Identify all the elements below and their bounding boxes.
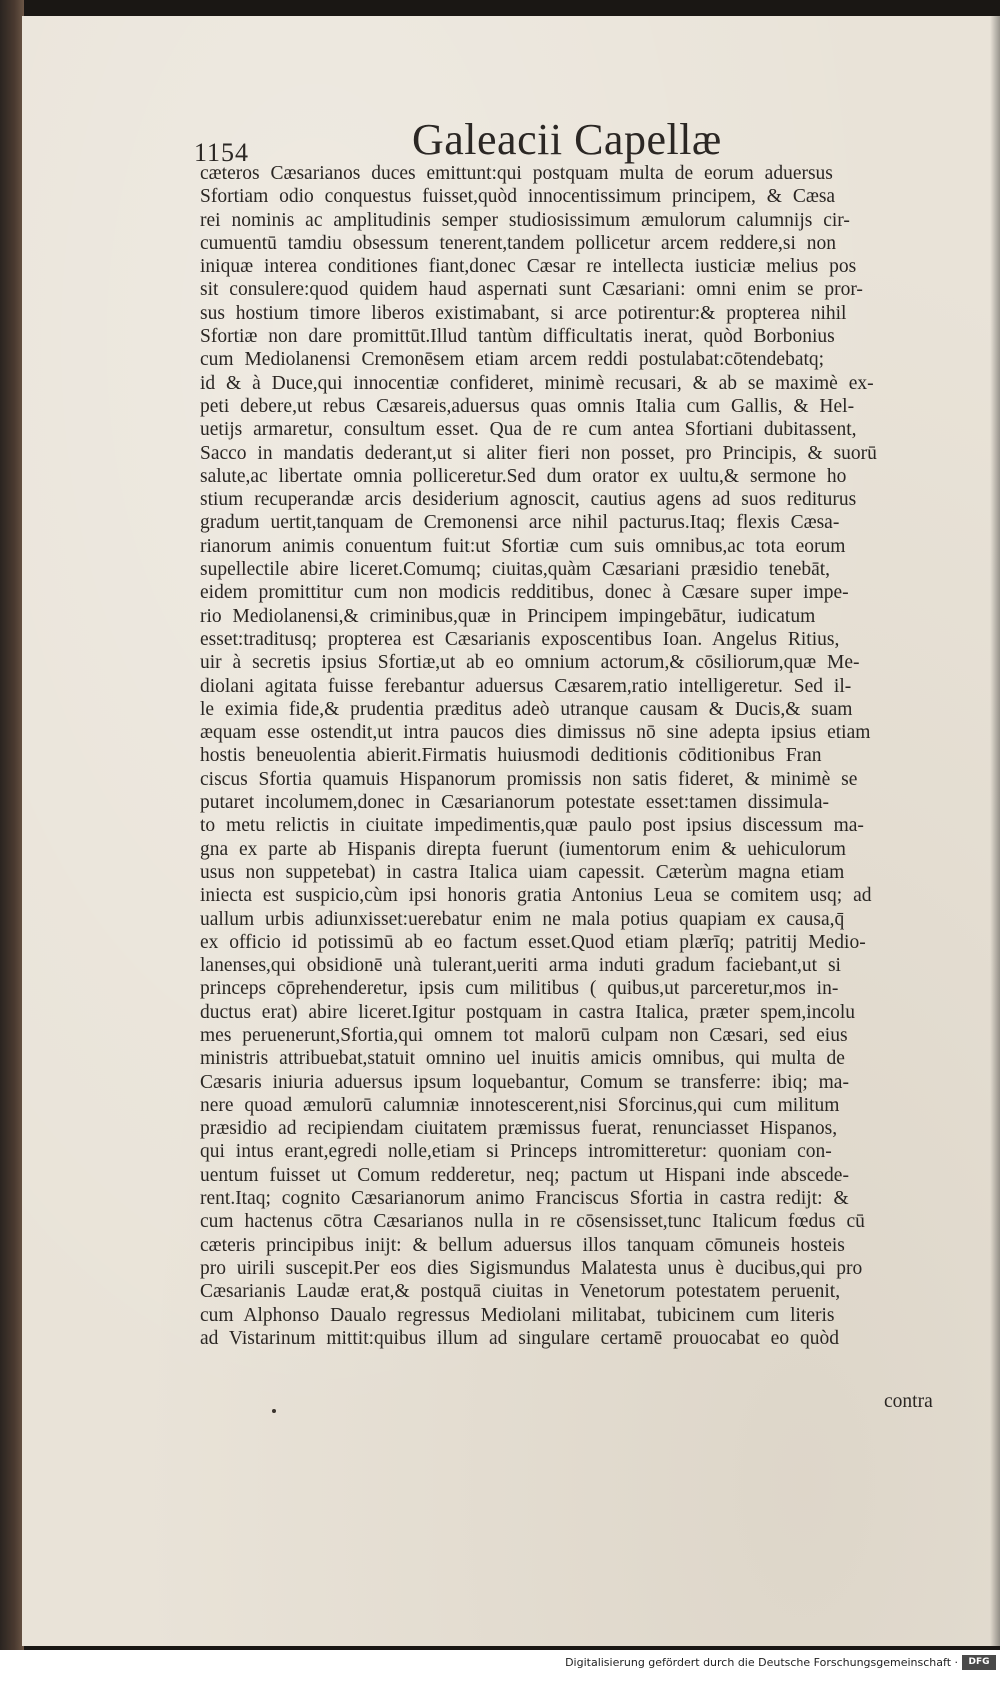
text-line: ciscus Sfortia quamuis Hispanorum promissis non satis fideret, & minimè se	[200, 768, 858, 790]
text-line: princeps cōprehenderetur, ipsis cum militibus ( quibus,ut parceretur,mos in-	[200, 978, 839, 1000]
text-line: uir à secretis ipsius Sfortiæ,ut ab eo omnium actorum,& cōsiliorum,quæ Me-	[200, 652, 860, 674]
book-spine-edge	[0, 0, 24, 1650]
text-line: gradum uertit,tanquam de Cremonensi arce nihil pacturus.Itaq; flexis Cæsa-	[200, 512, 840, 534]
text-line: Cæsarianis Laudæ erat,& postquā ciuitas in Venetorum potestatem peruenit,	[200, 1281, 841, 1303]
text-line: iniquæ interea conditiones fiant,donec Cæsar re intellecta iusticiæ melius pos	[200, 256, 857, 278]
text-line: cumuentū tamdiu obsessum tenerent,tandem pollicetur arcem reddere,si non	[200, 232, 837, 254]
text-line: nere quoad æmulorū calumniæ innotescerent,nisi Sforcinus,qui cum militum	[200, 1094, 840, 1116]
text-line: præsidio ad recipiendam ciuitatem præmissus fuerat, renunciasset Hispanos,	[200, 1118, 838, 1140]
text-line: æquam esse ostendit,ut intra paucos dies dimissus nō sine adepta ipsius etiam	[200, 722, 871, 744]
text-line: ad Vistarinum mittit:quibus illum ad singulare certamē prouocabat eo quòd	[200, 1327, 839, 1349]
page-number: 1154	[194, 138, 250, 167]
text-line: gna ex parte ab Hispanis direpta fuerunt (iumentorum enim & uehiculorum	[200, 838, 846, 860]
text-line: usus non suppetebat) in castra Italica uiam capessit. Cæterùm magna etiam	[200, 861, 845, 883]
text-line: uetijs armaretur, consultum esset. Qua de re cum antea Sfortiani dubitassent,	[200, 419, 857, 441]
text-line: salute,ac libertate omnia polliceretur.Sed dum orator ex uultu,& sermone ho	[200, 465, 847, 487]
text-line: sit consulere:quod quidem haud aspernati sunt Cæsariani: omni enim se pror-	[200, 279, 863, 301]
running-title: Galeacii Capellæ	[412, 115, 722, 164]
text-line: stium recuperandæ arcis desiderium agnoscit, cautius agens ad suos rediturus	[200, 489, 857, 511]
digitization-credit: Digitalisierung gefördert durch die Deutsche Forschungsgemeinschaft ·	[565, 1656, 958, 1669]
text-line: esset:traditusq; propterea est Cæsarianis exposcentibus Ioan. Angelus Ritius,	[200, 628, 840, 650]
text-line: hostis beneuolentia abierit.Firmatis huiusmodi deditionis cōditionibus Fran	[200, 745, 822, 767]
text-line: sus hostium timore liberos existimabant, si arce potirentur:& propterea nihil	[200, 302, 847, 324]
text-line: lanenses,qui obsidionē unà tulerant,ueriti arma induti gradum faciebant,ut si	[200, 955, 841, 977]
text-line: uentum fuisset ut Comum redderetur, neq; pactum ut Hispani inde abscede-	[200, 1164, 849, 1186]
body-text	[200, 162, 935, 1350]
book-page	[22, 16, 1000, 1646]
text-line: cum Mediolanensi Cremonēsem etiam arcem reddi postulabat:cōtendebatq;	[200, 349, 825, 371]
text-line: iniecta est suspicio,cùm ipsi honoris gratia Antonius Leua se comitem usq; ad	[200, 885, 872, 907]
text-line: to metu relictis in ciuitate impedimentis,quæ paulo post ipsius discessum ma-	[200, 815, 864, 837]
text-line: rio Mediolanensi,& criminibus,quæ in Principem impingebātur, iudicatum	[200, 605, 816, 627]
text-line: ministris attribuebat,statuit omnino uel inuitis amicis omnibus, qui multa de	[200, 1048, 845, 1070]
text-line: ductus erat) abire liceret.Igitur postquam in castra Italica, præter spem,incolu	[200, 1001, 856, 1023]
text-line: supellectile abire liceret.Comumq; ciuitas,quàm Cæsariani præsidio tenebāt,	[200, 559, 831, 581]
text-line: cæteris principibus inijt: & bellum aduersus illos tanquam cōmuneis hosteis	[200, 1234, 845, 1256]
text-line: Sfortiam odio conquestus fuisset,quòd innocentissimum principem, & Cæsa	[200, 186, 836, 208]
text-line: peti debere,ut rebus Cæsareis,aduersus quas omnis Italia cum Gallis, & Hel-	[200, 395, 855, 417]
text-line: cæteros Cæsarianos duces emittunt:qui postquam multa de eorum aduersus	[200, 163, 833, 184]
text-line: Sacco in mandatis dederant,ut si aliter fieri non posset, pro Principis, & suorū	[200, 442, 877, 464]
text-line: mes peruenerunt,Sfortia,qui omnem tot malorū culpam non Cæsari, sed eius	[200, 1024, 848, 1046]
text-line: le eximia fide,& prudentia præditus adeò utranque causam & Ducis,& suam	[200, 698, 853, 720]
dfg-logo: DFG	[962, 1655, 996, 1670]
text-line: qui intus erant,egredi nolle,etiam si Princeps intromitteretur: quoniam con-	[200, 1141, 832, 1163]
text-line: diolani agitata fuisse ferebantur aduersus Cæsarem,ratio intelligeretur. Sed il-	[200, 675, 852, 697]
text-line: eidem promittitur cum non modicis redditibus, donec à Cæsare super impe-	[200, 582, 849, 604]
catchword: contra	[884, 1391, 933, 1412]
text-line: putaret incolumem,donec in Cæsarianorum potestate esset:tamen dissimula-	[200, 792, 829, 814]
page-edge-shadow	[990, 16, 1000, 1646]
text-line: ex officio id potissimū ab eo factum esset.Quod etiam plærīq; patritij Medio-	[200, 931, 866, 953]
text-line: id & à Duce,qui innocentiæ confideret, minimè recusari, & ab se maximè ex-	[200, 372, 874, 394]
text-line: uallum urbis adiunxisset:uerebatur enim ne mala potius quapiam ex causa,q̄	[200, 908, 845, 930]
text-line: pro uirili suscepit.Per eos dies Sigismundus Malatesta unus è ducibus,qui pro	[200, 1257, 863, 1279]
text-line: Cæsaris iniuria aduersus ipsum loquebantur, Comum se transferre: ibiq; ma-	[200, 1071, 849, 1093]
text-line: rianorum animis conuentum fuit:ut Sfortiæ cum suis omnibus,ac tota eorum	[200, 535, 846, 557]
text-line: cum Alphonso Daualo regressus Mediolani militabat, tubicinem cum literis	[200, 1304, 835, 1326]
text-line: rent.Itaq; cognito Cæsarianorum animo Franciscus Sfortia in castra redijt: &	[200, 1188, 849, 1210]
text-line: rei nominis ac amplitudinis semper studiosissimum æmulorum calumnijs cir-	[200, 209, 850, 231]
text-line: cum hactenus cōtra Cæsarianos nulla in re cōsensisset,tunc Italicum fœdus cū	[200, 1211, 865, 1233]
text-line: Sfortiæ non dare promittūt.Illud tantùm difficultatis inerat, quòd Borbonius	[200, 326, 835, 348]
ink-speck	[272, 1409, 276, 1413]
